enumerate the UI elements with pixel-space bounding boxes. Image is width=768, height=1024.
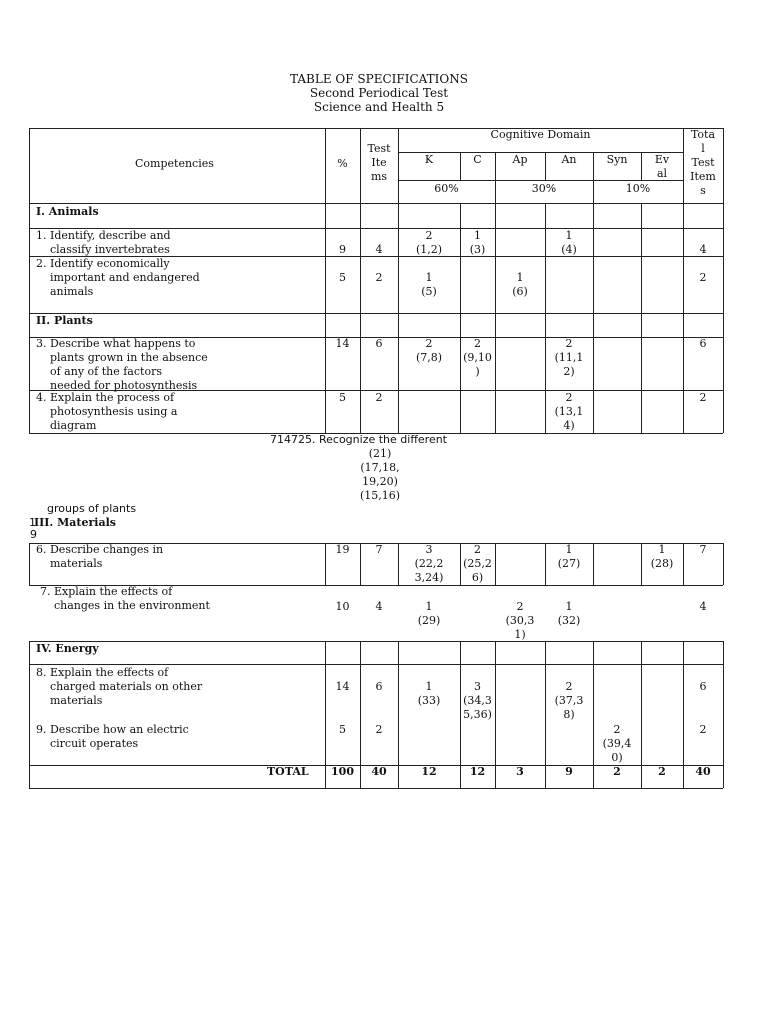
total-test-items: 40 (371, 765, 387, 778)
cell-k: 1 (29) (417, 600, 441, 627)
grid-line-h (29, 788, 723, 789)
cell-items: 4 (375, 243, 383, 256)
cell-pct: 5 (339, 723, 346, 736)
broken-row-competency: 714725. Recognize the different (270, 433, 447, 446)
cell-total: 4 (699, 243, 707, 256)
competency-text: 2. Identify economically important and endangered animals (36, 257, 200, 298)
section-materials: III. Materials (34, 516, 116, 529)
cell-k: 1 (33) (417, 680, 441, 707)
cell-total: 2 (699, 391, 707, 404)
broken-row-competency-cont: groups of plants (47, 502, 137, 515)
cell-c: 3 (34,3 5,36) (463, 680, 492, 721)
grid-line-h (29, 203, 723, 204)
cell-c: 2 (9,10 ) (463, 337, 492, 378)
grid-line-h (29, 664, 723, 665)
header-level-an: An (561, 153, 577, 166)
cell-pct: 9 (339, 243, 346, 256)
header-level-eval: Ev al (654, 153, 670, 180)
grid-line-v (593, 543, 594, 585)
cell-pct: 14 (335, 337, 350, 350)
cell-total: 6 (699, 337, 707, 350)
competency-text: 3. Describe what happens to plants grown in the absence of any of the factors needed for photosynthesis (36, 337, 208, 392)
cell-items: 2 (375, 391, 383, 404)
cell-items: 2 (375, 271, 383, 284)
cell-an: 2 (11,1 2) (554, 337, 584, 378)
header-level-ap: Ap (512, 153, 528, 166)
cell-ap: 2 (30,3 1) (505, 600, 535, 641)
cell-k: 2 (7,8) (415, 337, 443, 364)
section-energy: IV. Energy (36, 642, 99, 655)
cell-k: 1 (5) (421, 271, 437, 298)
header-cognitive-domain: Cognitive Domain (490, 128, 591, 141)
stray-mark: 1 (29, 516, 36, 529)
cell-total: 2 (699, 271, 707, 284)
section-animals: I. Animals (36, 205, 99, 218)
cell-syn: 2 (39,4 0) (602, 723, 632, 764)
cell-pct: 19 (335, 543, 350, 556)
total-ap: 3 (516, 765, 524, 778)
cell-an: 2 (37,3 8) (554, 680, 584, 721)
cell-an: 2 (13,1 4) (554, 391, 584, 432)
cell-c: 1 (3) (469, 229, 486, 256)
grid-line-v (495, 543, 496, 585)
header-competencies: Competencies (135, 157, 214, 170)
cell-ev: 1 (28) (650, 543, 674, 570)
cell-items: 7 (375, 543, 383, 556)
document-subtitle: Second Periodical Test (309, 86, 449, 100)
total-syn: 2 (613, 765, 621, 778)
grid-line-v (641, 203, 642, 433)
total-label: TOTAL (267, 765, 309, 778)
total-percent: 100 (331, 765, 354, 778)
cell-k: 2 (1,2) (415, 229, 443, 256)
header-weight-10: 10% (625, 182, 651, 195)
header-total-test-items: Tota l Test Item s (690, 128, 716, 197)
cell-items: 6 (375, 337, 383, 350)
grid-line-v (723, 641, 724, 788)
cell-ap: 1 (6) (512, 271, 528, 298)
section-plants: II. Plants (36, 314, 93, 327)
cell-pct: 5 (339, 391, 346, 404)
cell-an: 1 (4) (561, 229, 577, 256)
grid-line-h (29, 641, 723, 642)
header-weight-30: 30% (531, 182, 557, 195)
competency-text: 6. Describe changes in materials (36, 543, 164, 570)
grid-line-v (723, 543, 724, 585)
grid-line-v (29, 543, 30, 585)
cell-total: 4 (699, 600, 707, 613)
cell-total: 6 (699, 680, 707, 693)
grid-line-v (723, 128, 724, 433)
broken-row-item-numbers: (21) (17,18, 19,20) (15,16) (359, 447, 401, 502)
total-c: 12 (469, 765, 486, 778)
header-level-k: K (424, 153, 434, 166)
document-subject: Science and Health 5 (313, 100, 445, 114)
total-an: 9 (565, 765, 573, 778)
competency-text: 7. Explain the effects of changes in the environment (40, 585, 210, 612)
document-title: TABLE OF SPECIFICATIONS (290, 72, 468, 86)
competency-text: 8. Explain the effects of charged materials on other materials (36, 666, 203, 707)
cell-pct: 14 (335, 680, 350, 693)
header-level-syn: Syn (606, 153, 628, 166)
header-percent: % (337, 157, 348, 170)
grid-line-v (593, 203, 594, 433)
competency-text: 9. Describe how an electric circuit operates (36, 723, 189, 750)
grid-line-v (29, 641, 30, 788)
header-level-c: C (473, 153, 482, 166)
cell-total: 2 (699, 723, 707, 736)
cell-k: 3 (22,2 3,24) (414, 543, 444, 584)
grid-line-h (29, 313, 723, 314)
competency-text: 1. Identify, describe and classify invertebrates (36, 229, 171, 256)
cell-pct: 5 (339, 271, 346, 284)
grid-line-v (495, 203, 496, 433)
cell-c: 2 (25,2 6) (463, 543, 492, 584)
cell-items: 4 (375, 600, 383, 613)
cell-pct: 10 (335, 600, 350, 613)
total-k: 12 (421, 765, 437, 778)
total-eval: 2 (658, 765, 666, 778)
total-total: 40 (695, 765, 711, 778)
header-weight-60: 60% (434, 182, 459, 195)
cell-items: 6 (375, 680, 383, 693)
competency-text: 4. Explain the process of photosynthesis using a diagram (36, 391, 178, 432)
cell-items: 2 (375, 723, 383, 736)
cell-total: 7 (699, 543, 707, 556)
grid-line-v (29, 128, 30, 433)
stray-number: 9 (30, 528, 37, 541)
header-test-items: Test Ite ms (367, 142, 391, 183)
cell-an: 1 (27) (557, 543, 581, 570)
cell-an: 1 (32) (557, 600, 581, 627)
